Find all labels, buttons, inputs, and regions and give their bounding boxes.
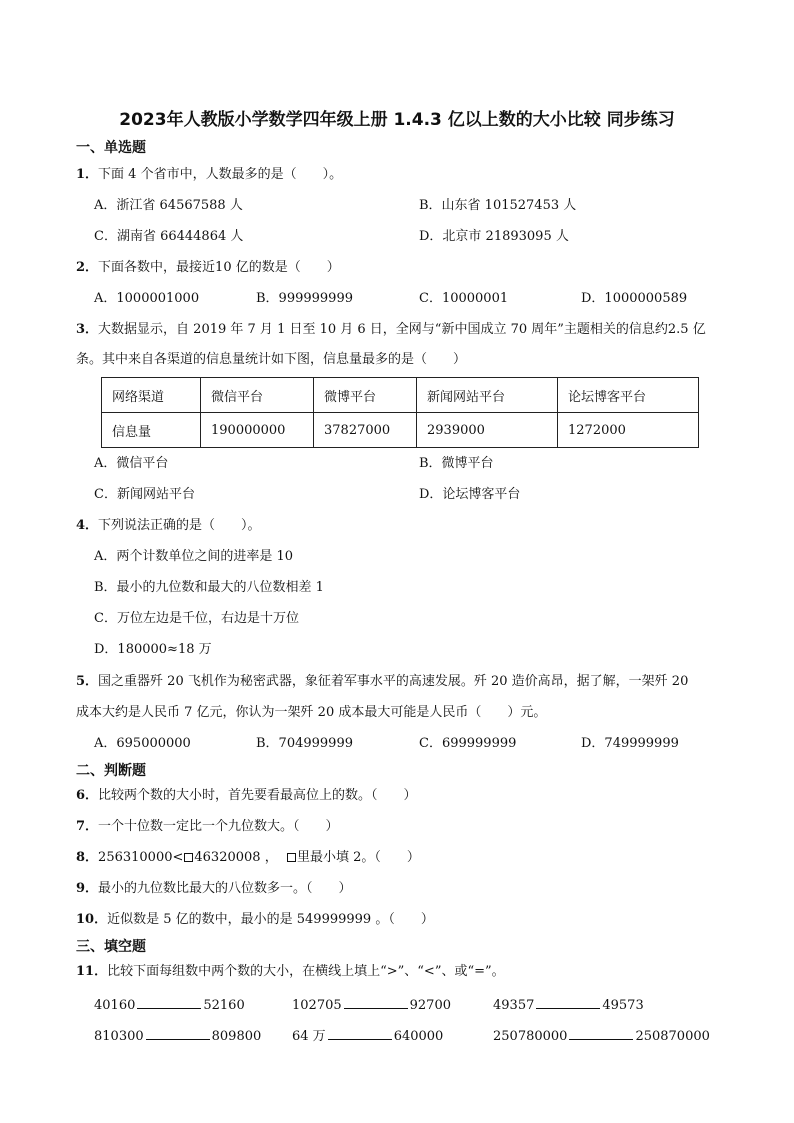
question-5 [76,673,688,691]
question-number: 8． [76,850,99,865]
question-text: 下面 4 个省市中，人数最多的是（ ）。 [98,167,343,182]
comparison-left: 49357 [493,998,535,1013]
comparison-item [94,1027,261,1046]
section-heading-fill-in: 三、填空题 [76,939,146,955]
comparison-left: 102705 [292,998,342,1013]
question-5-line-2: 成本大约是人民币 7 亿元，你认为一架歼 20 成本最大可能是人民币（ ）元。 [76,705,547,720]
table-header-row [102,378,699,413]
question-text-line-1: 国之重器歼 20 飞机作为秘密武器，象征着军事水平的高速发展。歼 20 造价高昂，据了解，一架歼 20 [98,674,689,689]
question-3-line-2: 条。其中来自各渠道的信息量统计如下图，信息量最多的是（ ） [76,352,467,367]
question-9 [76,880,352,898]
answer-blank[interactable] [328,1027,392,1040]
question-4 [76,517,261,535]
question-text: 近似数是 5 亿的数中，最小的是 549999999 。（ ） [107,912,434,927]
comparison-item [94,996,245,1015]
comparison-item [493,996,644,1015]
q1-option-c[interactable]: C．湖南省 66444864 人 [94,229,244,244]
table-row [102,413,699,448]
table-cell: 微博平台 [314,378,417,413]
question-number: 11． [76,964,108,979]
question-10 [76,911,434,929]
info-volume-table [101,377,699,448]
q5-option-d[interactable]: D．749999999 [581,736,679,751]
q5-option-c[interactable]: C．699999999 [419,736,517,751]
comparison-right: 49573 [602,998,644,1013]
question-number: 3． [76,322,99,337]
question-number: 1． [76,167,99,182]
question-text-mid: 46320008 ， [194,850,278,865]
q2-option-b[interactable]: B．999999999 [256,291,353,306]
question-8 [76,849,420,867]
question-1 [76,166,342,184]
comparison-right: 809800 [211,1029,262,1044]
comparison-left: 40160 [94,998,136,1013]
table-cell: 2939000 [417,413,558,448]
q3-option-c[interactable]: C．新闻网站平台 [94,487,195,502]
blank-box-icon [287,853,296,862]
question-text: 一个十位数一定比一个九位数大。（ ） [98,819,339,834]
comparison-right: 52160 [203,998,245,1013]
comparison-left: 250780000 [493,1029,568,1044]
question-number: 10． [76,912,108,927]
table-cell: 微信平台 [201,378,314,413]
q2-option-c[interactable]: C．10000001 [419,291,509,306]
q3-option-a[interactable]: A．微信平台 [94,456,169,471]
q2-option-d[interactable]: D．1000000589 [581,291,688,306]
comparison-left: 64 万 [292,1029,326,1044]
question-text-post: 里最小填 2。（ ） [296,850,420,865]
table-cell: 信息量 [102,413,201,448]
question-6 [76,787,417,805]
comparison-item [493,1027,710,1046]
question-number: 9． [76,881,99,896]
answer-blank[interactable] [146,1027,210,1040]
question-text: 比较两个数的大小时，首先要看最高位上的数。（ ） [98,788,417,803]
comparison-left: 810300 [94,1029,144,1044]
answer-blank[interactable] [536,996,600,1009]
comparison-right: 92700 [409,998,451,1013]
question-number: 5． [76,674,99,689]
table-cell: 新闻网站平台 [417,378,558,413]
question-text: 下列说法正确的是（ ）。 [98,518,261,533]
section-heading-single-choice: 一、单选题 [76,140,146,156]
q4-option-d[interactable]: D．180000≈18 万 [94,642,212,657]
q1-option-d[interactable]: D．北京市 21893095 人 [419,229,569,244]
answer-blank[interactable] [344,996,408,1009]
comparison-right: 640000 [393,1029,444,1044]
question-number: 4． [76,518,99,533]
question-text-pre: 256310000< [98,850,184,865]
q5-option-b[interactable]: B．704999999 [256,736,353,751]
table-cell: 37827000 [314,413,417,448]
table-cell: 190000000 [201,413,314,448]
question-text: 最小的九位数比最大的八位数多一。（ ） [98,881,352,896]
q4-option-a[interactable]: A．两个计数单位之间的进率是 10 [94,549,294,564]
question-number: 7． [76,819,99,834]
q3-option-b[interactable]: B．微博平台 [419,456,494,471]
comparison-item [292,996,451,1015]
section-heading-true-false: 二、判断题 [76,763,146,779]
question-text-line-1: 大数据显示，自 2019 年 7 月 1 日至 10 月 6 日，全网与“新中国成立 70 周年”主题相关的信息约2.5 亿 [98,322,706,337]
q2-option-a[interactable]: A．1000001000 [94,291,200,306]
q3-option-d[interactable]: D．论坛博客平台 [419,487,521,502]
table-cell: 论坛博客平台 [558,378,699,413]
question-number: 6． [76,788,99,803]
question-7 [76,818,339,836]
question-2 [76,259,340,277]
comparison-right: 250870000 [635,1029,710,1044]
blank-box-icon [184,853,193,862]
table-cell: 网络渠道 [102,378,201,413]
q4-option-b[interactable]: B．最小的九位数和最大的八位数相差 1 [94,580,324,595]
answer-blank[interactable] [137,996,201,1009]
question-text: 下面各数中，最接近10 亿的数是（ ） [98,260,340,275]
question-text: 比较下面每组数中两个数的大小，在横线上填上“>”、“<”、或“=”。 [107,964,505,979]
question-number: 2． [76,260,99,275]
q4-option-c[interactable]: C．万位左边是千位，右边是十万位 [94,611,299,626]
q1-option-b[interactable]: B．山东省 101527453 人 [419,198,577,213]
q1-option-a[interactable]: A．浙江省 64567588 人 [94,198,243,213]
question-11 [76,963,505,981]
page-title: 2023年人教版小学数学四年级上册 1.4.3 亿以上数的大小比较 同步练习 [119,110,675,130]
table-cell: 1272000 [558,413,699,448]
answer-blank[interactable] [569,1027,633,1040]
comparison-item [292,1027,443,1046]
q5-option-a[interactable]: A．695000000 [94,736,191,751]
question-3 [76,321,706,339]
